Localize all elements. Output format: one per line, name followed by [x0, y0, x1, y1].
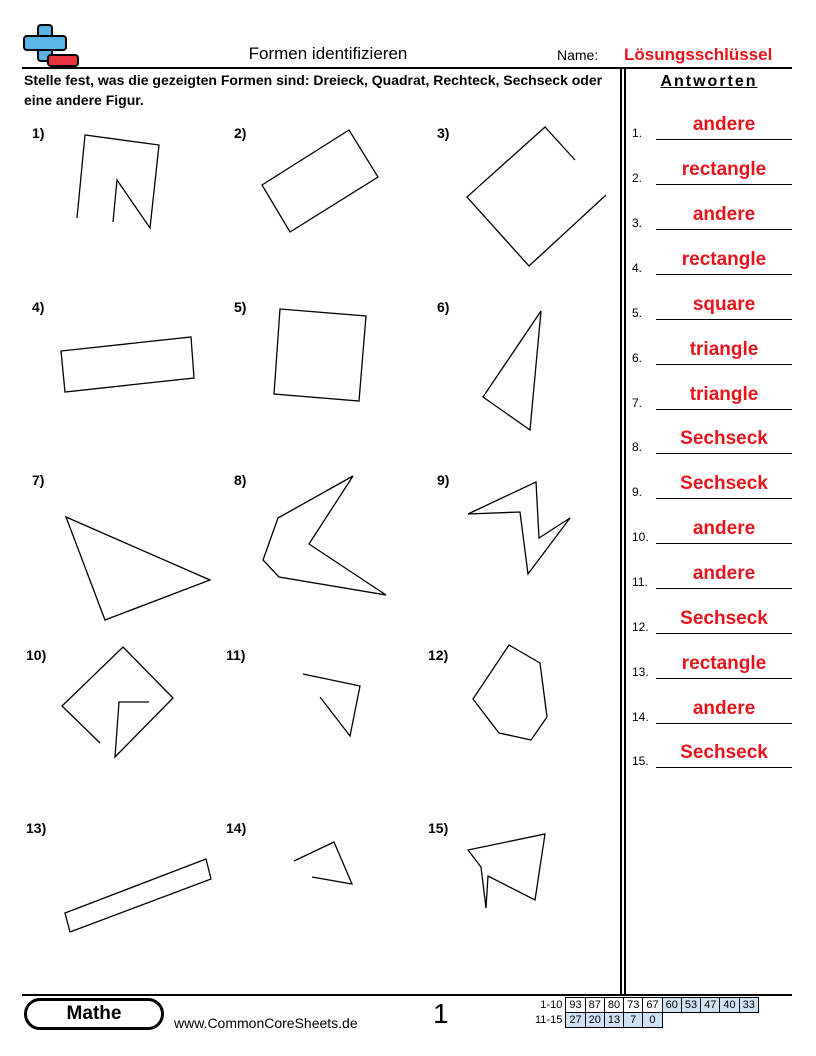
- page-number: 1: [433, 998, 449, 1029]
- score-cell: 80: [604, 998, 623, 1013]
- answer-line: [656, 229, 792, 230]
- instructions: Stelle fest, was die gezeigten Formen sind: Dreieck, Quadrat, Rechteck, Sechseck oder eine andere Figur.: [24, 72, 603, 108]
- answer-row: [632, 290, 792, 320]
- score-cell: 20: [585, 1013, 604, 1028]
- answer-row: [632, 200, 792, 230]
- question-number: 5): [234, 299, 247, 315]
- question-number: 8): [234, 472, 247, 488]
- answer-text: andere: [692, 698, 756, 719]
- shape-1: [77, 135, 159, 228]
- question-number: 14): [226, 820, 247, 836]
- answer-line: [656, 364, 792, 365]
- answer-number: 8.: [632, 440, 643, 454]
- score-cell: 87: [585, 998, 604, 1013]
- answer-line: [656, 588, 792, 589]
- answer-text: rectangle: [681, 653, 767, 674]
- answer-text: rectangle: [681, 249, 767, 270]
- answer-text: triangle: [689, 384, 759, 405]
- answer-number: 5.: [632, 306, 643, 320]
- answer-number: 2.: [632, 171, 643, 185]
- score-cell: 13: [604, 1013, 623, 1028]
- website-link[interactable]: www.CommonCoreSheets.de: [174, 1015, 358, 1031]
- score-cell: 0: [643, 1013, 662, 1028]
- page-title: Formen identifizieren: [248, 44, 408, 63]
- answer-row: [632, 335, 792, 365]
- brand-badge: Mathe: [24, 998, 164, 1030]
- answer-line: [656, 498, 792, 499]
- answer-line: [656, 453, 792, 454]
- shape-8: [263, 476, 386, 595]
- answer-text: square: [692, 294, 756, 315]
- question-number: 1): [32, 125, 45, 141]
- question-number: 10): [26, 647, 47, 663]
- answer-text: andere: [692, 518, 756, 539]
- answer-number: 1.: [632, 126, 643, 140]
- score-row: [532, 998, 758, 1013]
- shape-3: [467, 127, 606, 266]
- answer-text: Sechseck: [680, 473, 768, 494]
- score-cell: 40: [720, 998, 739, 1013]
- answer-text: Sechseck: [680, 742, 768, 763]
- answer-number: 15.: [632, 754, 649, 768]
- answer-text: rectangle: [681, 159, 767, 180]
- answer-number: 13.: [632, 665, 649, 679]
- shape-11: [303, 674, 360, 736]
- answer-text: andere: [692, 114, 756, 135]
- answer-row: [632, 738, 792, 768]
- answer-number: 4.: [632, 261, 643, 275]
- answer-line: [656, 139, 792, 140]
- answer-row: [632, 424, 792, 454]
- answer-number: 3.: [632, 216, 643, 230]
- shape-6: [483, 311, 541, 430]
- question-number: 11): [226, 647, 246, 663]
- score-cell: 33: [739, 998, 758, 1013]
- score-row-label: 1-10: [540, 999, 563, 1011]
- answer-text: Sechseck: [680, 428, 768, 449]
- answer-number: 7.: [632, 396, 643, 410]
- answer-row: [632, 694, 792, 724]
- shape-10: [62, 647, 173, 757]
- answer-line: [656, 678, 792, 679]
- shape-15: [468, 834, 545, 908]
- score-cell: 93: [566, 998, 585, 1013]
- question-number: 2): [234, 125, 247, 141]
- score-row-label: 11-15: [535, 1014, 563, 1026]
- answer-line: [656, 184, 792, 185]
- score-cell: 27: [566, 1013, 585, 1028]
- answer-number: 14.: [632, 710, 649, 724]
- answer-row: [632, 649, 792, 679]
- shape-5: [274, 309, 366, 401]
- answer-key-label: Lösungsschlüssel: [624, 45, 773, 64]
- answer-number: 6.: [632, 351, 643, 365]
- question-number: 13): [26, 820, 47, 836]
- answer-text: andere: [692, 563, 756, 584]
- question-number: 15): [428, 820, 449, 836]
- score-cell: 53: [681, 998, 700, 1013]
- score-cell: 7: [624, 1013, 643, 1028]
- footer-rule: [22, 994, 792, 996]
- answer-line: [656, 723, 792, 724]
- shape-9: [468, 482, 570, 574]
- question-number: 7): [32, 472, 45, 488]
- shape-12: [473, 645, 547, 740]
- score-cell: 60: [662, 998, 681, 1013]
- answer-number: 10.: [632, 530, 649, 544]
- answer-row: [632, 155, 792, 185]
- answer-text: triangle: [689, 339, 759, 360]
- answer-number: 12.: [632, 620, 649, 634]
- score-row: [532, 1013, 758, 1028]
- question-number: 4): [32, 299, 45, 315]
- answer-line: [656, 543, 792, 544]
- answer-line: [656, 767, 792, 768]
- shape-14: [294, 842, 352, 884]
- answer-row: [632, 469, 792, 499]
- answer-row: [632, 604, 792, 634]
- answer-line: [656, 274, 792, 275]
- question-number: 6): [437, 299, 450, 315]
- score-cell: 73: [624, 998, 643, 1013]
- question-number: 12): [428, 647, 449, 663]
- answer-line: [656, 319, 792, 320]
- answer-number: 11.: [632, 575, 648, 589]
- name-label: Name:: [557, 47, 599, 63]
- answer-row: [632, 110, 792, 140]
- answer-row: [632, 514, 792, 544]
- answer-row: [632, 559, 792, 589]
- shape-7: [66, 517, 210, 620]
- answer-line: [656, 409, 792, 410]
- answer-number: 9.: [632, 485, 643, 499]
- shape-13: [65, 859, 211, 932]
- shape-2: [262, 130, 378, 232]
- answers-heading: Antworten: [660, 73, 758, 90]
- question-number: 3): [437, 125, 450, 141]
- score-cell: 67: [643, 998, 662, 1013]
- shape-4: [61, 337, 194, 392]
- answer-line: [656, 633, 792, 634]
- answer-row: [632, 380, 792, 410]
- answer-text: andere: [692, 204, 756, 225]
- answer-row: [632, 245, 792, 275]
- question-number: 9): [437, 472, 450, 488]
- answer-text: Sechseck: [680, 608, 768, 629]
- score-table: [532, 997, 759, 1028]
- score-cell: 47: [701, 998, 720, 1013]
